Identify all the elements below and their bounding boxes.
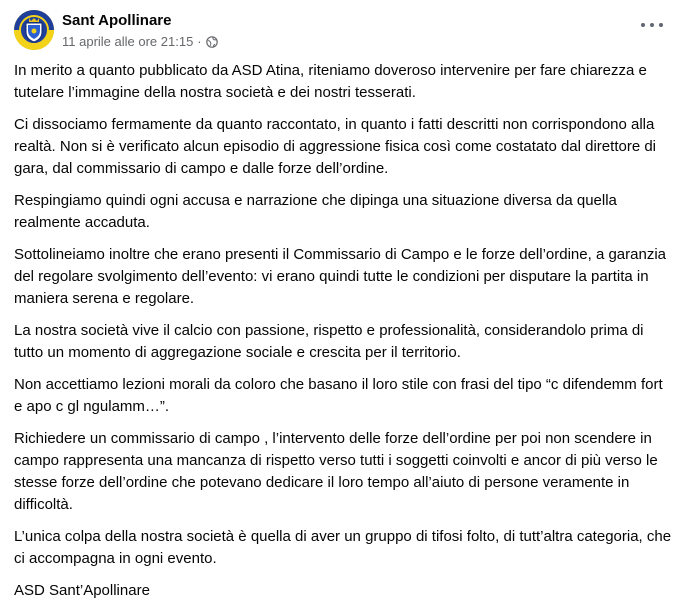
- more-dot: [650, 23, 654, 27]
- post-paragraph: La nostra società vive il calcio con passione, rispetto e professionalità, considerandolo prima di tutto un momento di aggregazione sociale e crescita per il territorio.: [14, 322, 644, 361]
- post-header: [14, 10, 669, 54]
- post-paragraph: L’unica colpa della nostra società è quella di aver un gruppo di tifosi folto, di tutt’altra categoria, che ci accompagna in ogni evento.: [14, 528, 672, 567]
- more-dot: [641, 23, 645, 27]
- page-name-link[interactable]: Sant Apollinare: [62, 12, 172, 29]
- globe-icon[interactable]: [206, 36, 218, 48]
- post-body: [14, 60, 672, 612]
- page-avatar[interactable]: [14, 10, 54, 50]
- meta-separator: ·: [197, 34, 202, 49]
- post-timestamp[interactable]: 11 aprile alle ore 21:15: [62, 34, 194, 49]
- post-paragraph: Ci dissociamo fermamente da quanto raccontato, in quanto i fatti descritti non corrispondono alla realtà. Non si è verificato alcun episodio di aggressione fisica così come costatato dal direttore di gara, dal commissario di campo e dalle forze dell’ordine.: [14, 116, 657, 177]
- post-meta: [62, 34, 218, 49]
- more-dot: [659, 23, 663, 27]
- more-options-icon[interactable]: [641, 18, 663, 32]
- post-signature: ASD Sant’Apollinare: [14, 582, 150, 599]
- post-paragraph: Non accettiamo lezioni morali da coloro che basano il loro stile con frasi del tipo “c difendemm fort e apo c gl ngulamm…”.: [14, 376, 663, 415]
- post-paragraph: Respingiamo quindi ogni accusa e narrazione che dipinga una situazione diversa da quella realmente accaduta.: [14, 192, 617, 231]
- post-paragraph: Richiedere un commissario di campo , l’intervento delle forze dell’ordine per poi non scendere in campo rappresenta una mancanza di rispetto verso tutti i soggetti coinvolti e ancor di più verso le stesse forze dell’ordine che potevano dedicare il loro tempo all’aiuto di persone veramente in difficoltà.: [14, 430, 658, 513]
- post-paragraph: Sottolineiamo inoltre che erano presenti il Commissario di Campo e le forze dell’ordine, a garanzia del regolare svolgimento dell’evento: vi erano quindi tutte le condizioni per disputare la partita in maniera serena e regolare.: [14, 246, 666, 307]
- club-crest-icon: [14, 10, 54, 50]
- post-paragraph: In merito a quanto pubblicato da ASD Atina, riteniamo doveroso intervenire per fare chiarezza e tutelare l’immagine della nostra società e dei nostri tesserati.: [14, 62, 647, 101]
